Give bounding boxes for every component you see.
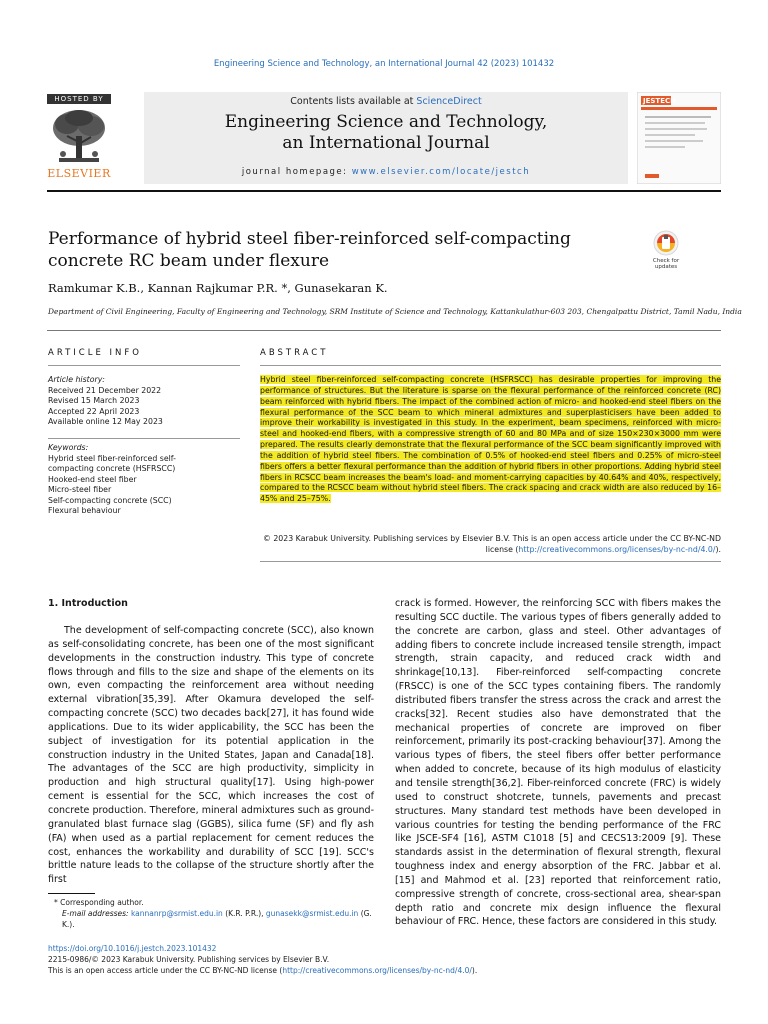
copyright-end: ). — [715, 545, 721, 554]
keyword-item: Hooked-end steel fiber — [48, 474, 137, 484]
intro-paragraph: The development of self-compacting concrete (SCC), also known as self-consolidating concrete, has been one of the most significant developments in the construction industry. This type of concrete flows through and fills to the size and shape of the elements on its own, even compacting the reinforcement area without needing external vibration[35,39]. After Okamura developed the self-compacting concrete (SCC) two decades back[27], it has found wide applications. Due to its wider applicability, the SCC has been the subject of investigation for its potential application in the construction industry in the United States, Japan and Canada[18]. The advantages of the SCC are high productivity, simplicity in production and high structural quality[17]. Using high-power cement is essential for the SCC, which increases the cost of concrete production. Therefore, mineral admixtures such as ground-granulated blast furnace slag (GGBS), silica fume (SF) and fly ash (FA) when used as a partial replacement for cement reduces the cost, enhances the workability and durability of SCC [19]. SCC's brittle nature leads to the collapse of the structure shortly after the first — [48, 625, 374, 886]
abstract-rule — [260, 365, 721, 366]
keywords-rule — [48, 438, 240, 439]
abstract-heading: ABSTRACT — [260, 348, 329, 358]
publisher-logo[interactable] — [47, 92, 111, 184]
history-label: Article history: — [48, 375, 105, 384]
contents-prefix: Contents lists available at — [290, 96, 417, 107]
footnote — [48, 897, 374, 930]
svg-text:updates: updates — [654, 264, 678, 269]
elsevier-tree-icon — [49, 106, 109, 166]
cover-label: JESTECH — [643, 97, 676, 105]
svg-text:Check for: Check for — [652, 258, 680, 264]
affiliation: Department of Civil Engineering, Faculty of Engineering and Technology, SRM Institute of Science and Technology, Kattankulathur-603 203, Chengalpattu District, Tamil Nadu, India — [48, 307, 742, 316]
open-access-text: This is an open access article under the CC BY-NC-ND license ( — [48, 966, 283, 975]
email-link-2[interactable]: gunasekk@srmist.edu.in — [265, 909, 359, 918]
keyword-item: Hybrid steel fiber-reinforced self-compacting concrete (HSFRSCC) — [48, 453, 176, 473]
body-column-left — [48, 624, 374, 887]
keyword-item: Self-compacting concrete (SCC) — [48, 495, 172, 505]
abstract-body — [260, 375, 721, 505]
journal-title-line2: an International Journal — [282, 133, 490, 153]
keyword-item: Flexural behaviour — [48, 506, 121, 515]
journal-cover-thumbnail[interactable] — [637, 92, 721, 184]
history-revised: Revised 15 March 2023 — [48, 396, 140, 405]
journal-masthead — [47, 92, 721, 184]
author-list: Ramkumar K.B., Kannan Rajkumar P.R. *, Gunasekaran K. — [48, 281, 388, 295]
hosted-by-label: HOSTED BY — [47, 94, 111, 104]
journal-title-line1: Engineering Science and Technology, — [224, 112, 548, 132]
article-info-heading: ARTICLE INFO — [48, 348, 142, 358]
footer-license-link[interactable]: http://creativecommons.org/licenses/by-nc-nd/4.0/ — [282, 966, 472, 975]
sciencedirect-link[interactable]: ScienceDirect — [416, 96, 482, 107]
journal-title — [144, 112, 628, 154]
history-accepted: Accepted 22 April 2023 — [48, 406, 140, 416]
crossmark-icon[interactable] — [648, 229, 684, 269]
history-received: Received 21 December 2022 — [48, 385, 162, 395]
keywords-list — [48, 443, 240, 517]
abstract-end-rule — [260, 561, 721, 562]
copyright-text: © 2023 Karabuk University. Publishing services by Elsevier B.V. This is an open access article under the CC BY-NC-ND license ( — [263, 534, 721, 554]
publisher-name: ELSEVIER — [47, 167, 111, 180]
email-label: E-mail addresses: — [62, 909, 131, 918]
abstract-text: Hybrid steel fiber-reinforced self-compacting concrete (HSFRSCC) has desirable properties for improving the performance of structures. But the literature is sparse on the flexural performance of the reinforced concrete (RC) beam reinforced with hybrid fibers. The impact of the combined action of micro- and hooked-end steel fibers on the flexural performance of the SCC beam to which mineral admixtures and superplasticisers have been added to improve their workability is investigated in this study. In the experiment, beam specimens, reinforced with micro-steel and hooked-end fibers, with a compressive strength of 60 and 80 MPa and of size 150×230×3000 mm were prepared. The results clearly demonstrate that the flexural performance of the SCC beam significantly improved with the addition of hybrid steel fibers. The combination of 0.5% of hooked-end steel fibers and 0.25% of micro-steel fibers offers a better flexural performance than the addition of hybrid fibers in other proportions. Adding hybrid steel fibers in RCSCC beam increases the beam's load- and moment-carrying capacities by 40.64% and 40%, respectively, compared to the RCSCC beam without hybrid steel fibers. The crack spacing and crack width are also reduced by 16–45% and 25–75%. — [260, 375, 721, 504]
running-head[interactable]: Engineering Science and Technology, an International Journal 42 (2023) 101432 — [213, 59, 555, 69]
intro-paragraph-continued: crack is formed. However, the reinforcing SCC with fibers makes the resulting SCC ductile. The various types of fibers generally added to the concrete are carbon, glass and steel. Other advantages of adding fibers to concrete include increased tensile strength, impact strength, strain capacity, and reduced crack width and shrinkage[10,13]. Fiber-reinforced self-compacting concrete (FRSCC) is one of the SCC types containing fibers. The randomly distributed fibers transfer the stress across the crack and arrest the cracks[32]. Recent studies also have demonstrated that the mechanical properties of concrete are improved on fiber reinforcement, primarily its post-cracking behaviour[37]. Among the various types of fibers, the steel fibers offer better performance when added to concrete, because of its high modulus of elasticity and tensile strength[36,2]. Fiber-reinforced concrete (FRC) is widely used to construct shotcrete, tunnels, pavements and precast structures. Many standard test methods have been developed in various countries for testing the bending performance of the FRC like JSCE-SF4 [16], ASTM C1018 [5] and CECS13:2009 [9]. These standards assist in the determination of flexural strength, flexural toughness index and energy absorption of the FRC. Jabbar et al. [15] and Mahmod et al. [23] reported that reinforcement ratio, compressive strength of concrete, cross-sectional area, shear-span depth ratio and concrete mix design influence the flexural behaviour of FRC. Hence, these factors are considered in this study. — [395, 598, 721, 928]
keyword-item: Micro-steel fiber — [48, 485, 112, 494]
contents-line — [144, 96, 628, 107]
intro-heading: 1. Introduction — [48, 598, 128, 609]
footnote-rule — [48, 893, 95, 894]
corresponding-author: * Corresponding author. — [54, 898, 144, 907]
issn-line: 2215-0986/© 2023 Karabuk University. Publishing services by Elsevier B.V. — [48, 955, 330, 964]
abstract-copyright — [260, 533, 721, 555]
open-access-end: ). — [471, 966, 478, 975]
homepage-link[interactable]: www.elsevier.com/locate/jestch — [351, 167, 531, 177]
email-owner-2: (G. K.). — [62, 909, 372, 929]
page-footer — [48, 943, 722, 976]
doi-link[interactable]: https://doi.org/10.1016/j.jestch.2023.101432 — [48, 944, 217, 953]
keywords-label: Keywords: — [48, 443, 89, 452]
email-owner-1: (K.R. P.R.), — [222, 909, 266, 918]
homepage-prefix: journal homepage: — [241, 167, 352, 177]
article-history — [48, 375, 240, 428]
journal-banner — [144, 92, 628, 184]
body-column-right — [395, 597, 721, 929]
section-rule — [47, 330, 721, 331]
article-title: Performance of hybrid steel fiber-reinforced self-compacting concrete RC beam under flexure — [48, 229, 571, 271]
journal-homepage — [144, 167, 628, 177]
header-rule — [47, 190, 721, 192]
history-online: Available online 12 May 2023 — [48, 417, 163, 426]
article-info-rule — [48, 365, 240, 366]
email-link-1[interactable]: kannanrp@srmist.edu.in — [130, 909, 223, 918]
license-link[interactable]: http://creativecommons.org/licenses/by-nc-nd/4.0/ — [518, 545, 716, 554]
